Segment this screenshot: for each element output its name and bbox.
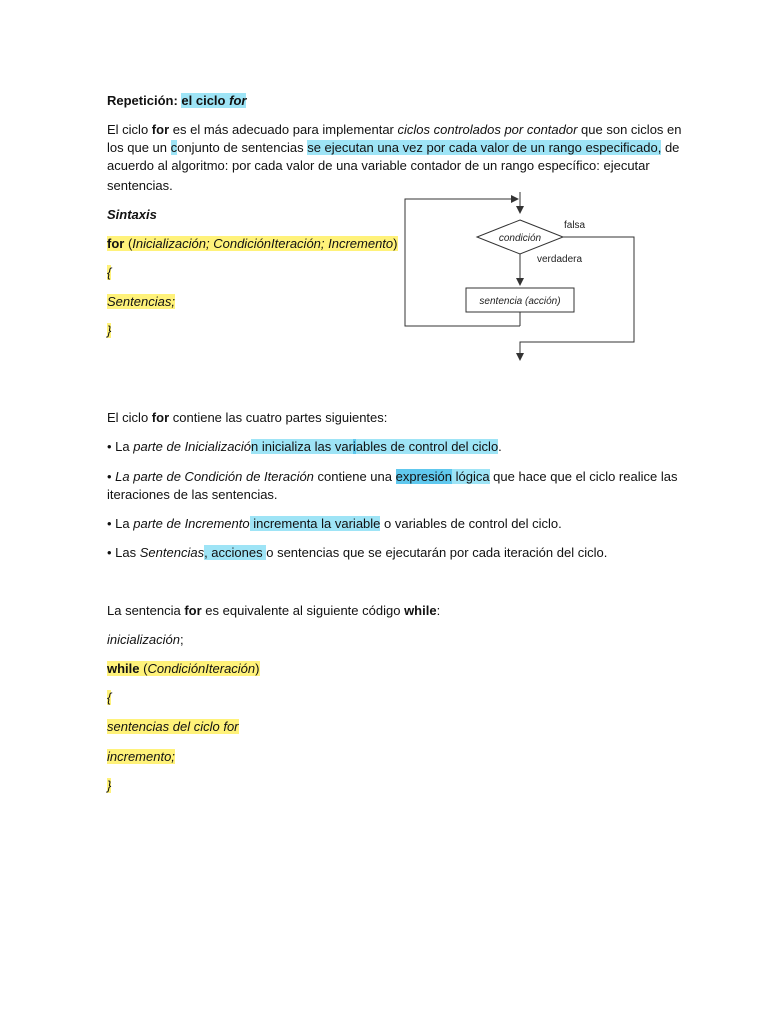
equiv-intro: La sentencia for es equivalente al siguiente código while:: [107, 603, 441, 618]
part-initialization: • La parte de Inicialización inicializa las variables de control del ciclo.: [107, 439, 502, 454]
false-label: falsa: [564, 220, 586, 231]
equiv-while-line: while (CondiciónIteración): [107, 661, 260, 676]
part-condition-cont: iteraciones de las sentencias.: [107, 487, 278, 502]
syntax-body: Sentencias;: [107, 294, 175, 309]
equiv-close-brace: }: [107, 778, 112, 793]
condition-label: condición: [498, 233, 542, 244]
syntax-for-line: for (Inicialización; CondiciónIteración; Incremento): [107, 236, 398, 251]
parts-intro: El ciclo for contiene las cuatro partes siguientes:: [107, 410, 388, 425]
intro-line-3: acuerdo al algoritmo: por cada valor de una variable contador de un rango específico: ejecutar: [107, 158, 650, 173]
section-heading: Repetición: el ciclo for: [107, 93, 247, 108]
equiv-init: inicialización;: [107, 632, 184, 647]
part-condition: • La parte de Condición de Iteración contiene una expresión lógica que hace que el ciclo realice las: [107, 469, 678, 484]
intro-line-2: los que un conjunto de sentencias se ejecutan una vez por cada valor de un rango especificado, de: [107, 140, 680, 155]
syntax-close-brace: }: [107, 323, 112, 338]
syntax-title: Sintaxis: [107, 207, 157, 222]
part-statements: • Las Sentencias, acciones o sentencias que se ejecutarán por cada iteración del ciclo.: [107, 545, 608, 560]
action-label: sentencia (acción): [479, 296, 561, 307]
intro-line-1: El ciclo for es el más adecuado para implementar ciclos controlados por contador que son ciclos en: [107, 122, 682, 137]
true-label: verdadera: [537, 254, 583, 265]
syntax-open-brace: {: [107, 265, 112, 280]
equiv-increment: incremento;: [107, 749, 175, 764]
equiv-open-brace: {: [107, 690, 112, 705]
intro-line-4: sentencias.: [107, 178, 173, 193]
equiv-body: sentencias del ciclo for: [107, 719, 239, 734]
part-increment: • La parte de Incremento incrementa la variable o variables de control del ciclo.: [107, 516, 562, 531]
